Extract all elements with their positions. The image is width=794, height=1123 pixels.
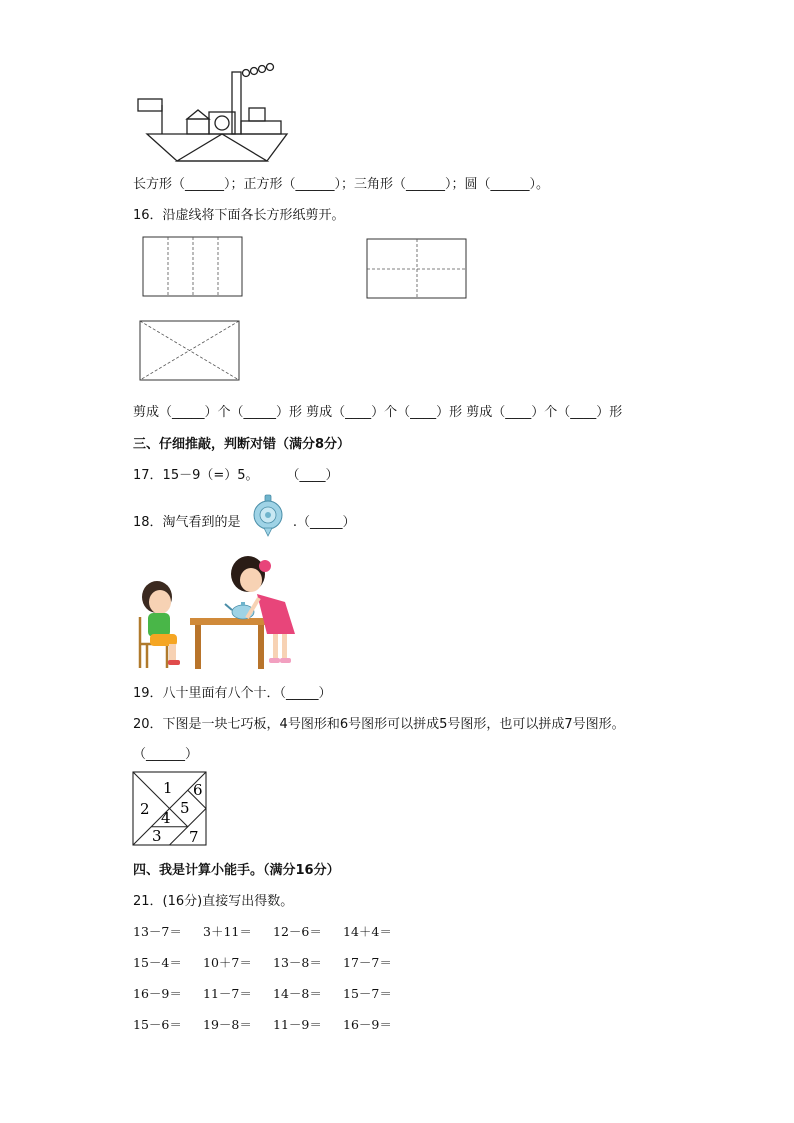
- ship-rect-right: [241, 121, 281, 134]
- calc-item[interactable]: 13－8＝: [273, 955, 322, 970]
- q18-text: [133, 511, 355, 530]
- q16-answer-line[interactable]: 剪成（_____）个（_____）形 剪成（____）个（____）形 剪成（____）个（____）形: [133, 405, 623, 420]
- q20-blank[interactable]: （______）: [133, 747, 199, 762]
- q15-answer-line[interactable]: 长方形（______）；正方形（______）；三角形（______）；圆（______）。: [133, 177, 550, 192]
- rectangle-vertical-cuts: [142, 236, 244, 298]
- table: [190, 618, 270, 669]
- calc-item[interactable]: 16－9＝: [343, 1017, 392, 1032]
- calc-item[interactable]: 3＋11＝: [203, 924, 252, 939]
- calc-item[interactable]: 12－6＝: [273, 924, 322, 939]
- calc-item[interactable]: 11－7＝: [203, 986, 252, 1001]
- smoke-circle: [243, 70, 250, 77]
- rectangle-cross-cuts: [366, 238, 468, 300]
- calc-item[interactable]: 14－8＝: [273, 986, 322, 1001]
- ship-cabin-square-left: [187, 119, 209, 134]
- calc-item[interactable]: 13－7＝: [133, 924, 182, 939]
- ship-hull-triangle: [177, 134, 267, 161]
- q17-statement: 17．15－9（=）5。: [133, 468, 259, 483]
- ship-chimney: [232, 72, 241, 134]
- q17-blank[interactable]: （____）: [286, 468, 339, 483]
- tangram-label-2: 2: [140, 800, 150, 818]
- ship-square-right-top: [249, 108, 265, 121]
- tangram-figure: [132, 771, 208, 847]
- calc-item[interactable]: 15－7＝: [343, 986, 392, 1001]
- smoke-circle: [259, 66, 266, 73]
- ship-roof-triangle: [187, 110, 209, 119]
- q17-text: [133, 464, 339, 483]
- ship-figure: [135, 62, 305, 162]
- tangram-label-1: 1: [163, 779, 173, 797]
- calc-item[interactable]: 11－9＝: [273, 1017, 322, 1032]
- tangram-label-6: 6: [193, 781, 203, 799]
- smoke-circle: [251, 68, 258, 75]
- tangram-label-5: 5: [180, 799, 190, 817]
- calc-item[interactable]: 17－7＝: [343, 955, 392, 970]
- q18-text-before: 18．淘气看到的是: [133, 515, 241, 530]
- section3-heading: 三、仔细推敲，判断对错（满分8分）: [133, 437, 351, 452]
- calc-item[interactable]: 15－6＝: [133, 1017, 182, 1032]
- calc-item[interactable]: 16－9＝: [133, 986, 182, 1001]
- q20-text: 20．下图是一块七巧板，4号图形和6号图形可以拼成5号图形，也可以拼成7号图形。: [133, 717, 625, 732]
- q21-prompt: 21．(16分)直接写出得数。: [133, 894, 294, 909]
- scene-illustration: [135, 552, 305, 672]
- tangram-label-3: 3: [152, 827, 162, 845]
- calc-item[interactable]: 15－4＝: [133, 955, 182, 970]
- calc-item[interactable]: 14＋4＝: [343, 924, 392, 939]
- teapot-top-view-icon: [250, 494, 286, 538]
- tangram-label-7: 7: [189, 828, 199, 846]
- ship-flag: [138, 99, 162, 111]
- ship-hull: [147, 134, 287, 161]
- rectangle-diagonal-cuts: [139, 320, 241, 382]
- tangram-label-4: 4: [161, 809, 171, 827]
- smoke-circle: [267, 64, 274, 71]
- calc-item[interactable]: 10＋7＝: [203, 955, 252, 970]
- q18-text-after[interactable]: .（_____）: [292, 515, 356, 530]
- ship-cabin-square-mid: [209, 112, 235, 134]
- q19-text[interactable]: 19．八十里面有八个十．（_____）: [133, 686, 332, 701]
- section4-heading: 四、我是计算小能手。（满分16分）: [133, 863, 340, 878]
- ship-porthole-circle: [215, 116, 229, 130]
- q16-prompt: 16．沿虚线将下面各长方形纸剪开。: [133, 208, 345, 223]
- calc-item[interactable]: 19－8＝: [203, 1017, 252, 1032]
